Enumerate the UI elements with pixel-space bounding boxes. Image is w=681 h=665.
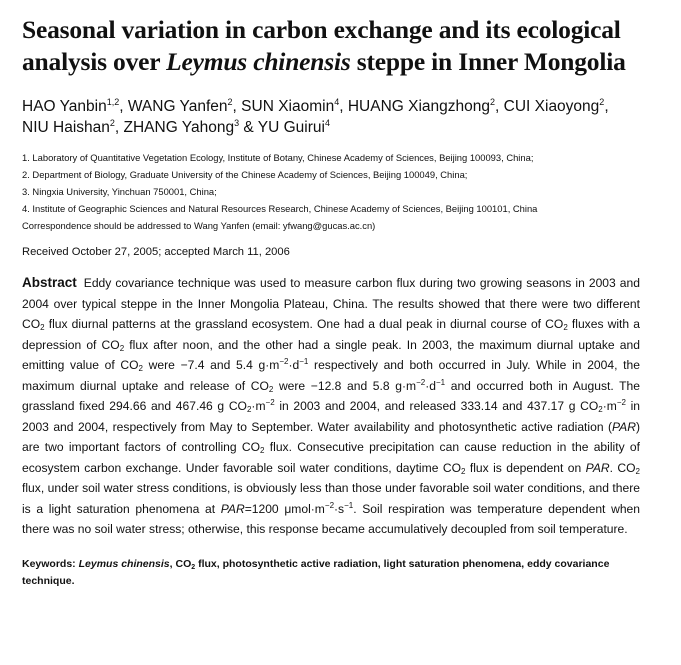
author: HAO Yanbin$^{1,2}$, [22,97,128,115]
paper-page [0,14,681,665]
affiliation-2: 2. Department of Biology, Graduate University of the Chinese Academy of Sciences, Beijing 100049, China; [22,169,468,180]
title-species: Leymus chinensis [166,47,351,76]
author-list [22,96,672,138]
author: HUANG Xiangzhong$^2$, [347,97,504,115]
affiliation-4: 4. Institute of Geographic Sciences and Natural Resources Research, Chinese Academy of Sciences, Beijing 100101, China [22,203,538,214]
affiliation-3: 3. Ningxia University, Yinchuan 750001, China; [22,186,217,197]
received-dates: Received October 27, 2005; accepted March 11, 2006 [22,246,290,258]
keywords: Keywords: Leymus chinensis, $CO_2$ flux, photosynthetic active radiation, light saturation phenomena, eddy covariance technique. [22,557,610,587]
author: WANG Yanfen$^2$, [127,97,242,115]
abstract-label: Abstract [22,275,77,290]
paper-title: Seasonal variation in carbon exchange and its ecological analysis over Leymus chinensis steppe in Inner Mongolia [22,15,626,76]
author: ZHANG Yahong$^3$ & [123,118,258,136]
abstract: Abstract Eddy covariance technique was used to measure carbon flux during two growing seasons in 2003 and 2004 over typical steppe in the Inner Mongolia Plateau, China. The results showed that there were two different $CO_2$ flux diurnal patterns at the grassland ecosystem. One had a dual peak in diurnal course of $CO_2$ fluxes with a depression of $CO_2$ flux after noon, and the other had a single peak. In 2003, the maximum diurnal uptake and emitting value of $CO_2$ were −7.4 and 5.4 $g\cdot m^{-2}\cdot d^{-1}$ respectively and both occurred in July. While in 2004, the maximum diurnal uptake and release of $CO_2$ were −12.8 and 5.8 $g\cdot m^{-2}\cdot d^{-1}$ and occurred both in August. The grassland fixed 294.66 and 467.46 g $CO_2\cdot m^{-2}$ in 2003 and 2004, and released 333.14 and 437.17 g $CO_2\cdot m^{-2}$ in 2003 and 2004, respectively from May to September. Water availability and photosynthetic active radiation (PAR) are two important factors of controlling $CO_2$ flux. Consecutive precipitation can cause reduction in the ability of ecosystem carbon exchange. Under favorable soil water conditions, daytime $CO_2$ flux is dependent on PAR. $CO_2$ flux, under soil water stress conditions, is obviously less than those under favorable soil water conditions, and there is a light saturation phenomena at PAR=1200 $\mu mol\cdot m^{-2}\cdot s^{-1}$. Soil respiration was temperature dependent when there was no soil water stress; otherwise, this response became accumulatively decoupled from soil temperature. [22,275,641,536]
keywords-label: Keywords: [22,557,76,570]
author: CUI Xiaoyong$^2$, [503,97,609,115]
affiliation-1: 1. Laboratory of Quantitative Vegetation Ecology, Institute of Botany, Chinese Academy of Sciences, Beijing 100093, China; [22,152,534,163]
author: SUN Xiaomin$^4$, [241,97,348,115]
affiliations [22,149,681,234]
author: NIU Haishan$^2$, [22,118,124,136]
author: YU Guirui$^4$ [257,118,330,136]
correspondence: Correspondence should be addressed to Wang Yanfen (email: yfwang@gucas.ac.cn) [22,220,376,231]
